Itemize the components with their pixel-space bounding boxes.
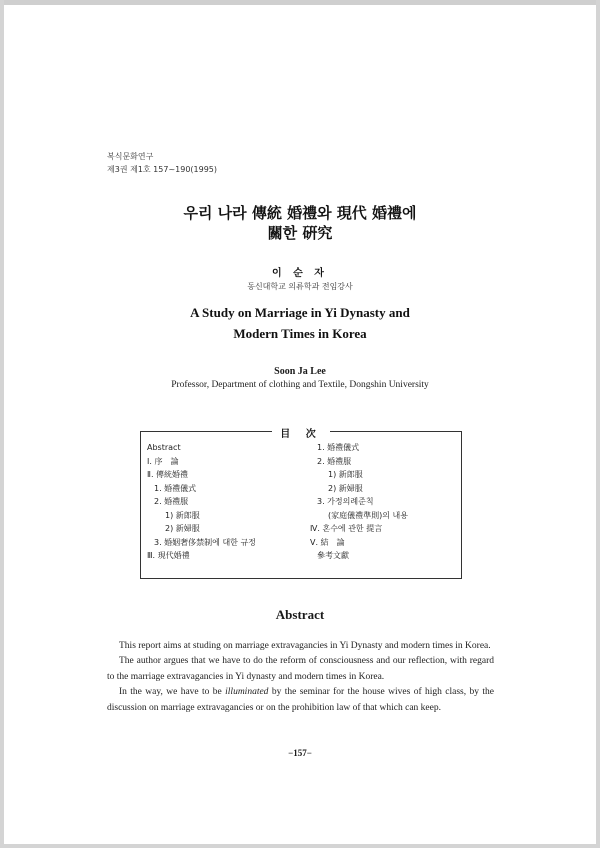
affiliation-english: Professor, Department of clothing and Textile, Dongshin University bbox=[171, 380, 429, 390]
abstract-p3-start: In the way, we have to be bbox=[119, 687, 226, 698]
affiliation-korean: 동신대학교 의류학과 전임강사 bbox=[247, 282, 353, 291]
toc-item: Ⅴ. 結 論 bbox=[310, 537, 345, 547]
journal-name: 복식문화연구 bbox=[107, 152, 154, 161]
abstract-p3-end: by the seminar for the house wives of high class, by the discussion on marriage extravagancies or on the prohibition law of that which can keep. bbox=[107, 687, 494, 713]
journal-volume: 제3권 제1호 157~190(1995) bbox=[107, 165, 218, 174]
toc-item: 1) 新郎服 bbox=[328, 470, 363, 479]
abstract-paragraph-3 bbox=[107, 685, 494, 716]
author-english: Soon Ja Lee bbox=[274, 366, 326, 377]
toc-heading: 目 次 bbox=[272, 429, 329, 440]
scan-edge-right bbox=[596, 0, 600, 848]
abstract-heading: Abstract bbox=[275, 607, 325, 622]
toc-item: 2) 新婦服 bbox=[328, 483, 363, 493]
toc-item: 2) 新婦服 bbox=[165, 524, 200, 533]
toc-item: Ⅱ. 傳統婚禮 bbox=[147, 470, 189, 479]
toc-item: Abstract bbox=[147, 443, 181, 452]
toc-item: Ⅰ. 序 論 bbox=[147, 456, 179, 466]
toc-item: Ⅳ. 혼수에 관한 提言 bbox=[310, 524, 383, 533]
abstract-p3-emphasis: illuminated bbox=[225, 687, 269, 698]
journal-info bbox=[107, 150, 217, 176]
toc-item: 3. 婚姻奢侈禁制에 대한 규정 bbox=[154, 537, 256, 547]
toc-item: 參考文獻 bbox=[317, 551, 349, 560]
english-title-line2: Modern Times in Korea bbox=[233, 326, 367, 341]
toc-left-column bbox=[147, 441, 256, 563]
english-title bbox=[0, 302, 600, 344]
toc-item: 2. 婚禮服 bbox=[154, 497, 189, 506]
scan-edge-bottom bbox=[0, 844, 600, 848]
english-title-line1: A Study on Marriage in Yi Dynasty and bbox=[190, 305, 410, 320]
korean-title-line1: 우리 나라 傳統 婚禮와 現代 婚禮에 bbox=[183, 204, 417, 222]
toc-item: 1. 婚禮儀式 bbox=[317, 443, 360, 452]
scan-edge-top bbox=[0, 0, 600, 5]
korean-title bbox=[0, 203, 600, 243]
abstract-paragraph-2: The author argues that we have to do the reform of consciousness and our reflection, with regard to the marriage extravagancies in Yi dynasty and modern times in Korea. bbox=[107, 656, 494, 682]
abstract-body bbox=[107, 639, 494, 716]
toc-item: 1) 新郎服 bbox=[165, 510, 200, 520]
toc-item: 3. 가정의례준칙 bbox=[317, 497, 374, 506]
abstract-paragraph-1: This report aims at studing on marriage extravagancies in Yi Dynasty and modern times in Korea. bbox=[119, 641, 491, 651]
toc-item: 1. 婚禮儀式 bbox=[154, 483, 197, 493]
toc-right-column bbox=[310, 441, 408, 563]
toc-item: 2. 婚禮服 bbox=[317, 456, 352, 466]
toc-heading-wrap bbox=[140, 424, 462, 442]
scan-edge-left bbox=[0, 0, 4, 848]
author-korean: 이 순 자 bbox=[272, 268, 328, 279]
toc-item: (家庭儀禮準則)의 내용 bbox=[328, 510, 408, 520]
toc-item: Ⅲ. 現代婚禮 bbox=[147, 551, 190, 560]
korean-title-line2: 關한 硏究 bbox=[267, 224, 333, 242]
page-number: −157− bbox=[288, 748, 312, 758]
